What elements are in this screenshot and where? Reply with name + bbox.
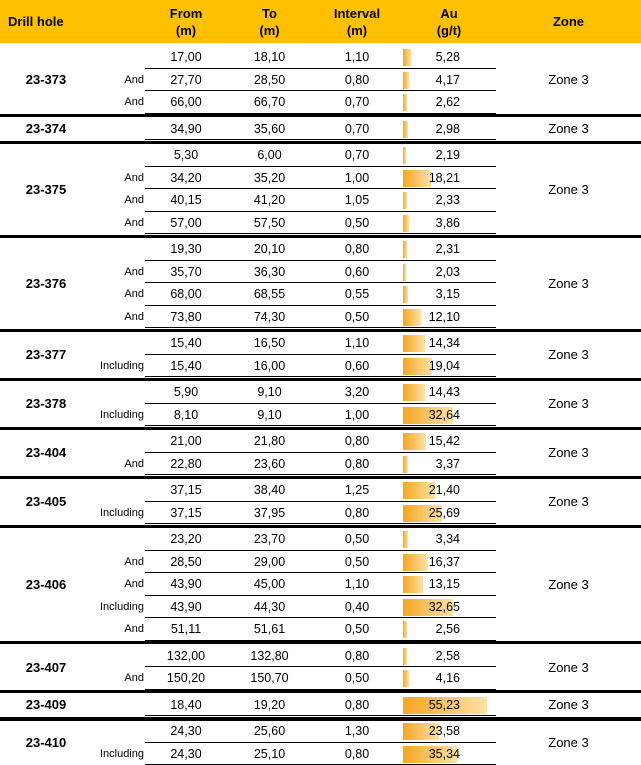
from-value: 35,70 [170,264,202,279]
from-value: 24,30 [170,724,202,738]
to-value: 38,40 [253,483,286,497]
zone-value: Zone 3 [548,72,589,88]
interval-value: 0,50 [344,622,370,636]
interval-value: 0,80 [344,697,370,712]
qualifier-label: Including [99,408,144,421]
au-value: 3,86 [435,215,460,230]
au-value: 2,31 [435,242,460,256]
to-value: 25,60 [253,724,286,738]
au-value: 14,43 [428,385,460,399]
interval-value: 1,05 [344,193,370,207]
qualifier-label [92,479,144,501]
to-value: 16,00 [253,358,286,373]
drill-hole-id: 23-409 [25,697,67,713]
from-value: 34,90 [170,121,202,136]
au-value: 3,34 [435,532,460,546]
au-value: 2,62 [435,95,460,109]
to-value: 57,50 [253,215,286,230]
qualifier-label: And [124,171,144,184]
qualifier-label [92,144,144,166]
header-to-unit: (m) [259,22,280,38]
from-value: 37,15 [170,483,202,497]
header-au-unit: (g/t) [436,22,462,38]
interval-value: 0,55 [344,287,370,301]
to-value: 45,00 [253,577,286,591]
qualifier-label: And [124,310,144,323]
au-value: 25,69 [428,505,460,520]
qualifier-label: And [124,457,144,470]
drill-hole-id: 23-373 [25,72,67,88]
drill-hole-id: 23-406 [25,576,67,592]
from-value: 5,30 [173,148,199,162]
qualifier-label [92,118,144,140]
qualifier-label [92,528,144,550]
au-value: 2,98 [435,121,460,136]
au-value: 4,16 [435,671,460,685]
to-value: 18,10 [253,50,286,64]
drill-hole-id: 23-376 [25,275,67,291]
interval-value: 1,25 [344,483,370,497]
au-value: 2,56 [435,622,460,636]
from-value: 40,15 [170,193,202,207]
zone-value: Zone 3 [548,445,589,460]
from-value: 15,40 [170,358,202,373]
header-zone-label: Zone [552,14,585,29]
au-value: 4,17 [435,72,460,87]
to-value: 150,70 [250,671,289,685]
from-value: 132,00 [166,648,206,663]
to-value: 23,70 [253,532,286,546]
from-value: 28,50 [170,554,202,569]
header-from-label: From [169,5,203,21]
interval-value: 0,50 [344,671,370,685]
qualifier-label: And [124,672,144,684]
qualifier-label: And [124,216,144,229]
header-to-label: To [262,5,277,21]
interval-value: 0,80 [344,456,370,471]
from-value: 24,30 [170,746,202,761]
interval-value: 0,50 [344,309,370,324]
to-value: 16,50 [253,336,286,350]
to-value: 66,70 [253,95,286,109]
from-value: 150,20 [166,671,206,685]
interval-value: 0,70 [344,95,370,109]
qualifier-label: And [124,288,144,300]
interval-value: 0,50 [344,554,370,569]
to-value: 68,55 [253,287,286,301]
from-value: 21,00 [170,434,202,448]
to-value: 35,60 [253,121,286,136]
to-value: 51,61 [253,622,286,636]
qualifier-label: And [124,265,144,278]
au-value: 3,15 [435,287,460,301]
interval-value: 0,80 [344,72,370,87]
au-value: 15,42 [428,434,460,448]
from-value: 57,00 [170,215,202,230]
qualifier-label: Including [99,506,144,519]
to-value: 29,00 [253,554,286,569]
au-value: 35,34 [428,746,460,761]
from-value: 73,80 [170,309,202,324]
from-value: 37,15 [170,505,202,520]
interval-value: 0,70 [344,121,370,136]
from-value: 27,70 [170,72,202,87]
qualifier-label [92,238,144,260]
drill-hole-id: 23-375 [25,181,67,197]
au-value: 21,40 [428,483,460,497]
qualifier-label [92,645,144,667]
qualifier-label [92,430,144,452]
qualifier-label: And [124,555,144,568]
qualifier-label [92,694,144,716]
au-value: 2,58 [435,648,460,663]
zone-value: Zone 3 [548,697,589,713]
qualifier-label [92,332,144,354]
from-value: 43,90 [170,599,202,614]
interval-value: 1,10 [344,336,370,350]
qualifier-label [92,381,144,403]
drill-hole-id: 23-405 [25,494,67,509]
interval-value: 0,80 [344,746,370,761]
header-from-unit: (m) [175,22,197,38]
from-value: 68,00 [170,287,202,301]
au-value: 2,03 [435,264,460,279]
to-value: 20,10 [253,242,286,256]
zone-value: Zone 3 [548,121,589,137]
drill-hole-id: 23-377 [25,347,67,362]
qualifier-label: Including [99,600,144,613]
qualifier-label: And [124,623,144,635]
drill-hole-id: 23-378 [25,396,67,411]
to-value: 9,10 [257,385,282,399]
to-value: 19,20 [253,697,286,712]
zone-value: Zone 3 [548,659,589,675]
to-value: 74,30 [253,309,286,324]
drill-hole-id: 23-374 [25,121,67,137]
to-value: 37,95 [253,505,286,520]
to-value: 41,20 [253,193,286,207]
zone-value: Zone 3 [548,275,589,291]
header-au-label: Au [440,5,458,21]
au-value: 55,23 [428,697,460,712]
interval-value: 1,30 [344,724,370,738]
au-value: 14,34 [428,336,460,350]
interval-value: 1,00 [344,407,370,422]
qualifier-label [92,720,144,742]
qualifier-label: And [124,73,144,86]
drill-hole-id: 23-407 [25,659,67,675]
interval-value: 0,70 [344,148,370,162]
from-value: 15,40 [170,336,202,350]
interval-value: 1,10 [344,50,370,64]
interval-value: 0,60 [344,358,370,373]
header-interval-unit: (m) [346,22,368,38]
header-interval-label: Interval [333,5,381,21]
to-value: 35,20 [253,170,286,185]
zone-value: Zone 3 [548,576,589,592]
from-value: 19,30 [170,242,202,256]
au-value: 32,64 [428,407,460,422]
au-value: 23,58 [428,724,460,738]
zone-value: Zone 3 [548,396,589,411]
interval-value: 0,80 [344,242,370,256]
au-value: 13,15 [428,577,460,591]
au-value: 5,28 [435,50,460,64]
drill-hole-id: 23-404 [25,445,67,460]
au-value: 16,37 [428,554,460,569]
au-value: 18,21 [428,170,460,185]
from-value: 66,00 [170,95,202,109]
interval-value: 0,50 [344,215,370,230]
au-value: 12,10 [428,309,460,324]
qualifier-label: And [124,96,144,108]
to-value: 36,30 [253,264,286,279]
from-value: 43,90 [170,577,202,591]
drill-hole-id: 23-410 [25,735,67,750]
header-drill-hole-label: Drill hole [8,14,64,29]
au-value: 2,33 [435,193,460,207]
to-value: 9,10 [257,407,282,422]
qualifier-label [92,46,144,68]
zone-value: Zone 3 [548,494,589,509]
zone-value: Zone 3 [548,347,589,362]
qualifier-label: And [124,578,144,590]
interval-value: 1,10 [344,577,370,591]
interval-value: 0,50 [344,532,370,546]
to-value: 6,00 [257,148,282,162]
interval-value: 0,40 [344,599,370,614]
zone-value: Zone 3 [548,735,589,750]
to-value: 21,80 [253,434,286,448]
from-value: 5,90 [173,385,199,399]
to-value: 25,10 [253,746,286,761]
to-value: 44,30 [253,599,286,614]
zone-value: Zone 3 [548,181,589,197]
au-value: 3,37 [435,456,460,471]
from-value: 34,20 [170,170,202,185]
table-bottom-border [0,720,641,721]
from-value: 8,10 [173,407,199,422]
from-value: 18,40 [170,697,202,712]
interval-value: 0,80 [344,434,370,448]
au-value: 32,65 [428,599,460,614]
qualifier-label: Including [99,359,144,372]
from-value: 17,00 [170,50,202,64]
qualifier-label: And [124,194,144,206]
qualifier-label: Including [99,747,144,760]
interval-value: 3,20 [344,385,370,399]
interval-value: 0,60 [344,264,370,279]
interval-value: 1,00 [344,170,370,185]
to-value: 28,50 [253,72,286,87]
au-value: 2,19 [435,148,460,162]
interval-value: 0,80 [344,648,370,663]
from-value: 23,20 [170,532,202,546]
to-value: 23,60 [253,456,286,471]
to-value: 132,80 [250,648,289,663]
from-value: 22,80 [170,456,202,471]
au-value: 19,04 [428,358,460,373]
from-value: 51,11 [170,622,202,636]
interval-value: 0,80 [344,505,370,520]
